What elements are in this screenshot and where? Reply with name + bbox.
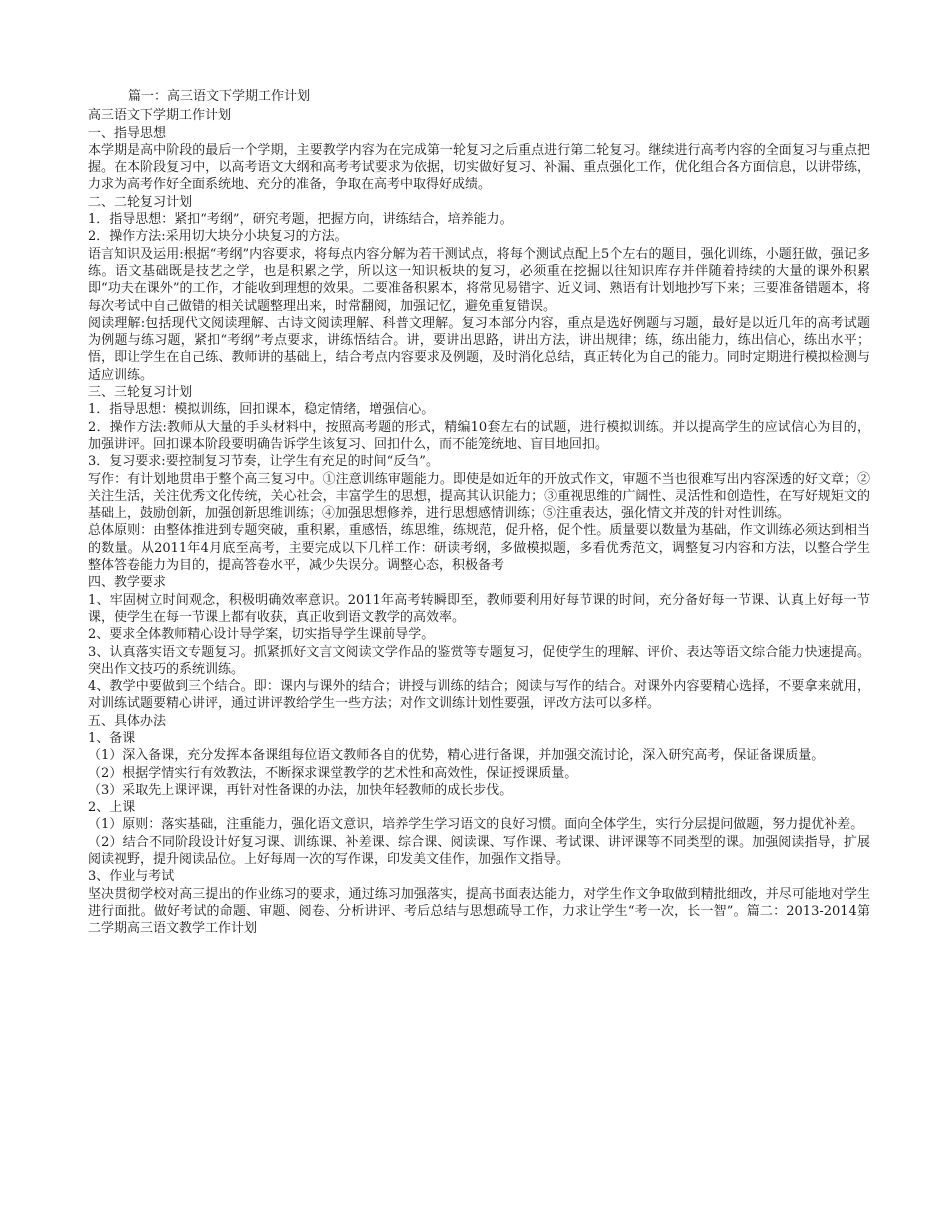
paragraph: 2．操作方法:采用切大块分小块复习的方法。: [88, 229, 348, 245]
paragraph: 总体原则：由整体推进到专题突破，重积累，重感悟，练思维，练规范，促升格，促个性。质量要以数量为基础，作文训练必须达到相当的数量。从2011年4月底至高考，主要完成以下几样工作：研读考纲，多做模拟题，多看优秀范文，调整复习内容和方法，以整合学生整体答卷能力为目的，提高答卷水平，减少失误分。调整心态，积极备考: [88, 523, 870, 574]
paragraph: 五、具体办法: [88, 713, 167, 729]
paragraph: 2、上课: [88, 800, 136, 816]
paragraph: 1．指导思想：紧扣“考纲”，研究考题，把握方向，讲练结合，培养能力。: [88, 212, 513, 228]
paragraph: 语言知识及运用:根据“考纲”内容要求，将每点内容分解为若干测试点，将每个测试点配上5个左右的题目，强化训练，小题狂做，强记多练。语文基础既是技艺之学，也是积累之学，所以这一知识板块的复习，必须重在挖掘以往知识库存并伴随着持续的大量的课外积累即“功夫在课外”的工作，才能收到理想的效果。二要准备积累本，将常见易错字、近义词、熟语有计划地抄写下来；三要准备错题本，将每次考试中自己做错的相关试题整理出来，时常翻阅，加强记忆，避免重复错误。: [88, 246, 870, 314]
paragraph: 高三语文下学期工作计划: [88, 108, 232, 124]
paragraph: 3、作业与考试: [88, 869, 175, 885]
paragraph: 4、教学中要做到三个结合。即：课内与课外的结合；讲授与训练的结合；阅读与写作的结合。对课外内容要精心选择，不要拿来就用，对训练试题要精心讲评，通过讲评教给学生一些方法；对作文训练计划性要强，评改方法可以多样。: [88, 679, 870, 712]
document-body: [88, 107, 870, 937]
paragraph: （2）根据学情实行有效教法，不断探求课堂教学的艺术性和高效性，保证授课质量。: [88, 765, 578, 781]
paragraph: 阅读理解:包括现代文阅读理解、古诗文阅读理解、科普文理解。复习本部分内容，重点是选好例题与习题，最好是以近几年的高考试题为例题与练习题，紧扣“考纲”考点要求，讲练悟结合。讲，要讲出思路，讲出方法，讲出规律；练，练出能力，练出信心，练出水平；悟，即让学生在自己练、教师讲的基础上，结合考点内容要求及例题，及时消化总结，真正转化为自己的能力。同时定期进行模拟检测与适应训练。: [88, 315, 870, 383]
paragraph: 1、备课: [88, 730, 136, 746]
paragraph: （2）结合不同阶段设计好复习课、训练课、补差课、综合课、阅读课、写作课、考试课、讲评课等不同类型的课。加强阅读指导，扩展阅读视野，提升阅读品位。上好每周一次的写作课，印发美文佳作，加强作文指导。: [88, 834, 870, 868]
paragraph: 3．复习要求:要控制复习节奏，让学生有充足的时间“反刍”。: [88, 454, 439, 470]
paragraph: （3）采取先上课评课，再针对性备课的办法，加快年轻教师的成长步伐。: [88, 782, 513, 798]
paragraph: （1）原则：落实基础，注重能力，强化语文意识，培养学生学习语文的良好习惯。面向全体学生，实行分层提问做题，努力提优补差。: [88, 817, 864, 833]
paragraph: 坚决贯彻学校对高三提出的作业练习的要求，通过练习加强落实，提高书面表达能力，对学生作文争取做到精批细改，并尽可能地对学生进行面批。做好考试的命题、审题、阅卷、分析讲评、考后总结与思想疏导工作，力求让学生“考一次，长一智”。篇二：2013-2014第二学期高三语文教学工作计划: [88, 886, 870, 937]
paragraph: 1、牢固树立时间观念，积极明确效率意识。2011年高考转瞬即至，教师要利用好每节课的时间，充分备好每一节课、认真上好每一节课，使学生在每一节课上都有收获，真正收到语文教学的高效率。: [88, 592, 870, 625]
paragraph: 四、教学要求: [88, 575, 167, 591]
paragraph: 本学期是高中阶段的最后一个学期，主要教学内容为在完成第一轮复习之后重点进行第二轮复习。继续进行高考内容的全面复习与重点把握。在本阶段复习中，以高考语文大纲和高考考试要求为依据，切实做好复习、补漏、重点强化工作，优化组合各方面信息，以讲带练，力求为高考作好全面系统地、充分的准备，争取在高考中取得好成绩。: [88, 142, 870, 193]
paragraph: 2．操作方法:教师从大量的手头材料中，按照高考题的形式，精编10套左右的试题，进行模拟训练。并以提高学生的应试信心为目的，加强讲评。回扣课本阶段要明确告诉学生该复习、回扣什么，而不能笼统地、盲目地回扣。: [88, 419, 870, 452]
paragraph: 1．指导思想：模拟训练，回扣课本，稳定情绪，增强信心。: [88, 402, 435, 418]
paragraph: 一、指导思想: [88, 125, 167, 141]
paragraph: 2、要求全体教师精心设计导学案，切实指导学生课前导学。: [88, 627, 435, 643]
paragraph: 写作：有计划地贯串于整个高三复习中。①注意训练审题能力。即使是如近年的开放式作文，审题不当也很难写出内容深透的好文章；②关注生活，关注优秀文化传统，关心社会，丰富学生的思想，提高其认识能力；③重视思维的广阔性、灵活性和创造性，在写好规矩文的基础上，鼓励创新，加强创新思维训练；④加强思想修养，进行思想感情训练；⑤注重表达，强化情文并茂的针对性训练。: [88, 471, 870, 522]
paragraph: 三、三轮复习计划: [88, 385, 193, 401]
paragraph: 3、认真落实语文专题复习。抓紧抓好文言文阅读文学作品的鉴赏等专题复习，促使学生的理解、评价、表达等语文综合能力快速提高。突出作文技巧的系统训练。: [88, 644, 870, 677]
paragraph: （1）深入备课，充分发挥本备课组每位语文教师各自的优势，精心进行备课，并加强交流讨论，深入研究高考，保证备课质量。: [88, 748, 825, 764]
document-heading: 篇一：高三语文下学期工作计划: [128, 89, 311, 104]
paragraph: 二、二轮复习计划: [88, 194, 193, 210]
